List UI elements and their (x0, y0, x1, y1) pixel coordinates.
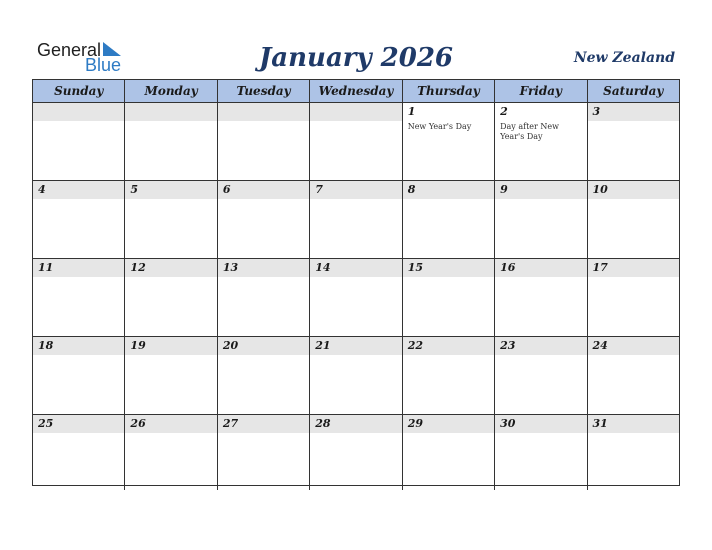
day-cell[interactable] (33, 415, 125, 490)
day-number: 2 (500, 105, 508, 118)
day-number: 21 (315, 339, 331, 352)
day-number: 15 (407, 261, 423, 274)
day-number-bar (495, 103, 586, 121)
day-number: 4 (38, 183, 46, 196)
day-number-bar (495, 259, 586, 277)
week-row (33, 103, 679, 181)
day-number-bar (403, 181, 494, 199)
day-number-bar (218, 181, 309, 199)
day-number: 14 (315, 261, 331, 274)
weekday-header-row (33, 80, 679, 103)
day-number-bar (588, 103, 679, 121)
day-number: 12 (130, 261, 146, 274)
day-cell[interactable] (403, 415, 495, 490)
day-number-bar (310, 181, 401, 199)
day-number-bar (588, 181, 679, 199)
calendar-title: January 2026 (258, 43, 454, 73)
week-row (33, 337, 679, 415)
day-number-bar (218, 259, 309, 277)
day-number: 28 (315, 417, 331, 430)
day-cell[interactable] (310, 415, 402, 490)
day-number: 20 (222, 339, 239, 352)
day-number-bar (33, 103, 124, 121)
day-number: 22 (407, 339, 423, 352)
day-number: 17 (592, 261, 608, 274)
day-number-bar (125, 415, 216, 433)
weekday-tuesday: Tuesday (218, 80, 310, 102)
day-number-bar (125, 259, 216, 277)
day-number: 5 (130, 183, 139, 196)
day-cell[interactable] (310, 259, 402, 336)
day-number-bar (33, 337, 124, 355)
day-cell[interactable] (125, 181, 217, 258)
day-number-bar (125, 337, 216, 355)
day-number-bar (218, 337, 309, 355)
weekday-monday: Monday (125, 80, 217, 102)
day-cell[interactable] (218, 259, 310, 336)
day-number-bar (403, 103, 494, 121)
day-number-bar (33, 415, 124, 433)
day-cell[interactable] (588, 415, 679, 490)
day-cell[interactable] (403, 259, 495, 336)
day-number: 10 (592, 183, 608, 196)
day-number: 8 (407, 183, 416, 196)
day-cell[interactable] (125, 415, 217, 490)
day-number-bar (218, 415, 309, 433)
day-cell[interactable] (495, 415, 587, 490)
day-number: 16 (500, 261, 516, 274)
day-number: 25 (38, 417, 54, 430)
day-number-bar (125, 181, 216, 199)
day-number: 13 (222, 261, 239, 274)
day-number-bar (33, 181, 124, 199)
day-number-bar (403, 337, 494, 355)
calendar-grid (32, 79, 680, 486)
day-number: 29 (407, 417, 423, 430)
day-number-bar (495, 337, 586, 355)
day-number: 19 (130, 339, 146, 352)
day-cell[interactable] (33, 259, 125, 336)
day-cell[interactable] (588, 337, 679, 414)
day-cell[interactable] (495, 259, 587, 336)
logo-text-general: General (37, 40, 102, 60)
day-cell[interactable] (125, 103, 217, 180)
day-cell[interactable] (403, 337, 495, 414)
day-number: 7 (315, 183, 323, 196)
day-number-bar (403, 259, 494, 277)
day-number: 31 (592, 417, 608, 430)
week-row (33, 259, 679, 337)
day-cell[interactable] (33, 181, 125, 258)
weekday-wednesday: Wednesday (310, 80, 402, 102)
day-cell[interactable] (125, 259, 217, 336)
day-number-bar (33, 259, 124, 277)
day-cell[interactable] (33, 103, 125, 180)
day-number: 1 (407, 105, 416, 118)
day-number: 6 (222, 183, 231, 196)
day-number: 3 (592, 105, 601, 118)
weekday-thursday: Thursday (403, 80, 495, 102)
day-number-bar (125, 103, 216, 121)
holiday-label: Day after New Year's Day (500, 122, 559, 141)
day-number-bar (310, 337, 401, 355)
day-number: 26 (130, 417, 146, 430)
day-cell[interactable] (588, 181, 679, 258)
logo-text-blue: Blue (85, 55, 122, 75)
day-number: 27 (222, 417, 239, 430)
day-number-bar (495, 181, 586, 199)
weekday-sunday: Sunday (33, 80, 125, 102)
day-cell[interactable] (495, 103, 587, 180)
weekday-saturday: Saturday (603, 84, 664, 98)
day-number: 23 (500, 339, 516, 352)
day-cell[interactable] (403, 181, 495, 258)
day-cell[interactable] (218, 337, 310, 414)
day-cell[interactable] (310, 337, 402, 414)
day-cell[interactable] (588, 103, 679, 180)
day-cell[interactable] (310, 181, 402, 258)
weeks-container (33, 103, 679, 490)
day-number-bar (310, 103, 401, 121)
day-cell[interactable] (588, 259, 679, 336)
day-number-bar (495, 415, 586, 433)
day-cell[interactable] (495, 181, 587, 258)
day-number: 18 (38, 339, 54, 352)
day-number-bar (403, 415, 494, 433)
day-cell[interactable] (125, 337, 217, 414)
day-number-bar (218, 103, 309, 121)
day-cell[interactable] (495, 337, 587, 414)
day-number-bar (588, 337, 679, 355)
day-cell[interactable] (218, 415, 310, 490)
country-label: New Zealand (573, 50, 675, 66)
day-number: 30 (500, 417, 516, 430)
day-number-bar (588, 415, 679, 433)
day-cell[interactable] (218, 103, 310, 180)
day-number: 24 (592, 339, 608, 352)
day-cell[interactable] (403, 103, 495, 180)
weekday-friday: Friday (495, 80, 587, 102)
day-number: 11 (38, 261, 54, 274)
week-row (33, 181, 679, 259)
day-cell[interactable] (218, 181, 310, 258)
holiday-label: New Year's Day (407, 122, 472, 131)
day-number-bar (310, 415, 401, 433)
day-number-bar (588, 259, 679, 277)
day-number: 9 (500, 183, 508, 196)
day-number-bar (310, 259, 401, 277)
day-cell[interactable] (33, 337, 125, 414)
week-row (33, 415, 679, 490)
day-cell[interactable] (310, 103, 402, 180)
